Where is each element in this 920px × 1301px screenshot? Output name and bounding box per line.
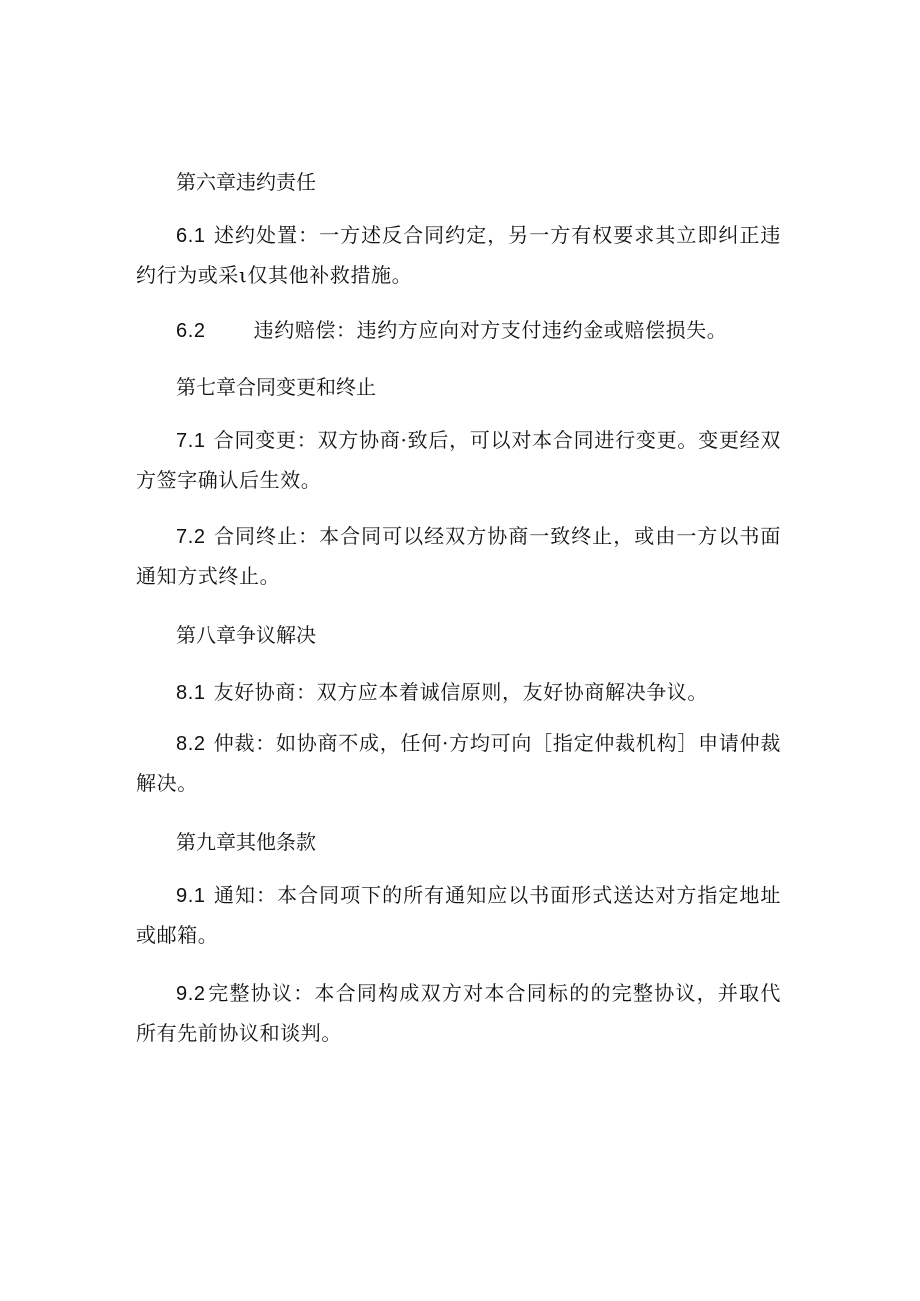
clause-text: 述约处置：一方述反合同约定，另一方有权要求其立即纠正违约行为或采ι仅其他补救措施。: [136, 223, 781, 287]
clause-8-1: [136, 673, 781, 713]
clause-6-2: [136, 311, 781, 351]
clause-8-2: [136, 724, 781, 803]
chapter-8-heading: 第八章争议解决: [176, 623, 316, 647]
clause-7-1: [136, 421, 781, 500]
clause-6-1: [136, 216, 781, 295]
clause-7-2: [136, 517, 781, 596]
clause-9-2: [136, 974, 781, 1053]
clause-text: 仲裁：如协商不成，任何·方均可向［指定仲裁机构］申请仲裁解决。: [136, 731, 781, 795]
clause-number: 9.2: [176, 983, 206, 1005]
clause-text: 通知：本合同项下的所有通知应以书面形式送达对方指定地址或邮箱。: [136, 883, 781, 947]
clause-9-1: [136, 876, 781, 955]
clause-text: 合同变更：双方协商·致后，可以对本合同进行变更。变更经双方签字确认后生效。: [136, 428, 781, 492]
clause-text: 完整协议：本合同构成双方对本合同标的的完整协议，并取代所有先前协议和谈判。: [136, 981, 781, 1045]
clause-number: 8.2: [176, 733, 206, 755]
clause-number: 7.1: [176, 430, 206, 452]
chapter-7-heading: 第七章合同变更和终止: [176, 375, 376, 399]
clause-number: 8.1: [176, 682, 206, 704]
chapter-6-heading: 第六章违约责任: [176, 170, 316, 194]
clause-number: 7.2: [176, 526, 206, 548]
clause-text: 合同终止：本合同可以经双方协商一致终止，或由一方以书面通知方式终止。: [136, 524, 781, 588]
clause-number: 9.1: [176, 885, 206, 907]
clause-text: 违约赔偿：违约方应向对方支付违约金或赔偿损失。: [253, 318, 728, 342]
clause-number: 6.1: [176, 225, 206, 247]
chapter-9-heading: 第九章其他条款: [176, 830, 316, 854]
clause-text: 友好协商：双方应本着诚信原则，友好协商解决争议。: [213, 680, 709, 704]
clause-number: 6.2: [176, 320, 206, 342]
